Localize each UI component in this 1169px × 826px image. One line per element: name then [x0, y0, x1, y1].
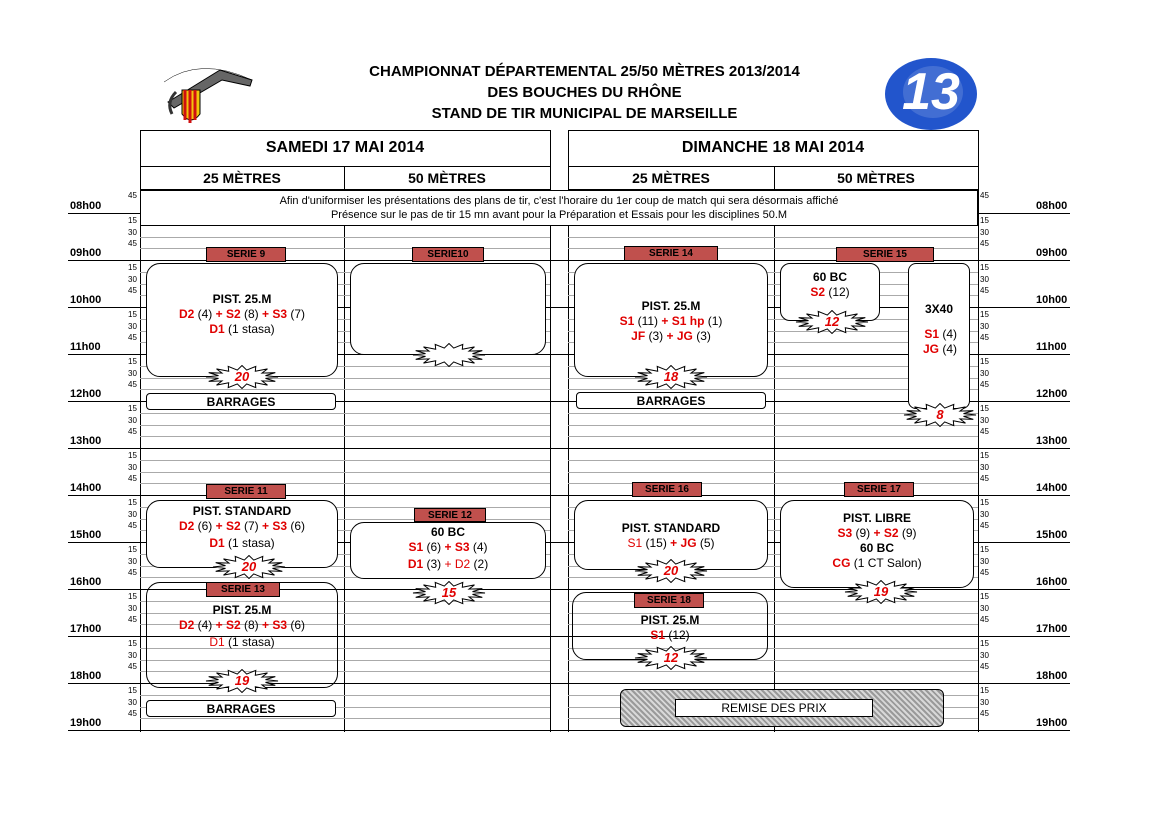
quarter-label-left: 30 — [128, 462, 137, 472]
hour-label-left: 19h00 — [70, 717, 102, 729]
hour-label-left: 14h00 — [70, 482, 102, 494]
starburst-shape — [413, 344, 485, 367]
serie-10-label: SERIE10 — [412, 247, 484, 262]
quarter-label-left: 45 — [128, 709, 137, 719]
quarter-label-right: 30 — [980, 509, 989, 519]
cat-jf: JF — [631, 329, 646, 343]
participant-count: 8 — [936, 407, 944, 422]
quarter-label-left: 30 — [128, 603, 137, 613]
quarter-label-left: 15 — [128, 262, 137, 272]
quarter-label-right: 45 — [980, 474, 989, 484]
quarter-line — [568, 472, 978, 473]
cat-d1: D1 — [209, 536, 225, 550]
quarter-line — [568, 483, 978, 484]
quarter-line — [140, 718, 550, 719]
quarter-label-left: 45 — [128, 427, 137, 437]
logo-number: 13 — [902, 63, 960, 121]
quarter-label-left: 30 — [128, 697, 137, 707]
serie-18-label: SERIE 18 — [634, 593, 704, 608]
event-categories-2 — [781, 556, 973, 571]
quarter-label-left: 15 — [128, 544, 137, 554]
quarter-label-left: 30 — [128, 227, 137, 237]
cat-d2-count: (6) — [194, 519, 216, 533]
quarter-label-left: 45 — [128, 191, 137, 200]
hour-label-left: 18h00 — [70, 670, 102, 682]
cat-d1: D1 — [407, 557, 424, 571]
event-categories-2 — [575, 329, 767, 344]
event-categories — [351, 540, 545, 555]
quarter-line — [140, 237, 550, 238]
serie-15-label: SERIE 15 — [836, 247, 934, 262]
hour-label-left: 16h00 — [70, 576, 102, 588]
event-categories — [575, 314, 767, 329]
quarter-label-right: 30 — [980, 321, 989, 331]
quarter-label-right: 30 — [980, 227, 989, 237]
quarter-label-right: 15 — [980, 544, 989, 554]
burst-sat-s11 — [212, 555, 286, 579]
hour-label-left: 10h00 — [70, 294, 102, 306]
department-13-logo — [883, 56, 979, 134]
sun-col-50m-header: 50 MÈTRES — [837, 170, 915, 186]
cat-s3-count: (6) — [287, 519, 306, 533]
participant-count: 12 — [824, 314, 840, 329]
hour-label-left: 08h00 — [70, 200, 102, 212]
hour-line — [68, 730, 1070, 731]
quarter-label-right: 45 — [980, 191, 989, 200]
hour-label-right: 08h00 — [1036, 200, 1068, 212]
burst-sun-s17 — [844, 580, 918, 604]
quarter-label-right: 15 — [980, 450, 989, 460]
quarter-line — [140, 248, 550, 249]
burst-sun-s15b — [903, 403, 977, 427]
quarter-label-left: 15 — [128, 356, 137, 366]
quarter-label-right: 45 — [980, 521, 989, 531]
serie-9-label: SERIE 9 — [206, 247, 286, 262]
quarter-label-left: 30 — [128, 556, 137, 566]
participant-count: 18 — [663, 369, 679, 384]
event-title: PIST. STANDARD — [621, 521, 721, 535]
quarter-line — [568, 436, 978, 437]
quarter-label-left: 30 — [128, 650, 137, 660]
serie-17-label: SERIE 17 — [844, 482, 914, 497]
quarter-label-left: 45 — [128, 474, 137, 484]
quarter-label-right: 30 — [980, 415, 989, 425]
quarter-label-right: 45 — [980, 333, 989, 343]
cat-d1: D1 — [209, 635, 225, 649]
quarter-line — [140, 389, 550, 390]
hour-label-left: 13h00 — [70, 435, 102, 447]
cat-s2-count: (7) — [240, 519, 263, 533]
quarter-label-right: 45 — [980, 662, 989, 672]
quarter-label-right: 15 — [980, 309, 989, 319]
cat-d1-count: (1 stasa) — [224, 536, 275, 550]
quarter-label-right: 30 — [980, 603, 989, 613]
event-title: PIST. LIBRE — [842, 511, 911, 525]
cat-jg-count: (3) — [692, 329, 711, 343]
event-categories — [575, 536, 767, 551]
cat-cg: CG — [832, 556, 851, 570]
quarter-label-left: 30 — [128, 415, 137, 425]
cat-jg-count: (4) — [939, 342, 957, 356]
participant-count: 20 — [663, 563, 679, 578]
hour-label-right: 10h00 — [1036, 294, 1068, 306]
quarter-label-left: 30 — [128, 509, 137, 519]
quarter-label-right: 30 — [980, 462, 989, 472]
event-title: PIST. 25.M — [641, 299, 701, 313]
cat-s1-count: (4) — [939, 327, 957, 341]
quarter-label-left: 30 — [128, 321, 137, 331]
event-title: PIST. 25.M — [212, 292, 272, 306]
quarter-label-left: 45 — [128, 521, 137, 531]
sun-col-25m-header: 25 MÈTRES — [632, 170, 710, 186]
hour-label-right: 16h00 — [1036, 576, 1068, 588]
event-categories-2 — [147, 322, 337, 337]
event-categories — [147, 307, 337, 322]
event-categories-2 — [147, 635, 337, 650]
quarter-line — [568, 237, 978, 238]
hour-line — [68, 448, 1070, 449]
cat-s1-count: (11) — [634, 314, 662, 328]
event-sat-serie-12 — [350, 522, 546, 579]
quarter-label-left: 15 — [128, 215, 137, 225]
cat-cg-count: (1 CT Salon) — [850, 556, 922, 570]
quarter-line — [140, 472, 550, 473]
burst-sun-s15a — [795, 310, 869, 334]
cat-d1: D1 — [209, 322, 225, 336]
hour-label-right: 09h00 — [1036, 247, 1068, 259]
quarter-label-left: 15 — [128, 497, 137, 507]
quarter-line — [140, 483, 550, 484]
cat-s2-count: (12) — [825, 285, 850, 299]
hour-label-right: 15h00 — [1036, 529, 1068, 541]
hour-label-left: 09h00 — [70, 247, 102, 259]
serie-16-label: SERIE 16 — [632, 482, 702, 497]
hour-label-left: 11h00 — [70, 341, 101, 353]
cat-s3: + S3 — [262, 618, 288, 632]
quarter-label-left: 15 — [128, 591, 137, 601]
event-title-2: 60 BC — [859, 541, 894, 555]
quarter-label-left: 45 — [128, 239, 137, 249]
barrages-sat-2: BARRAGES — [146, 700, 336, 717]
quarter-label-right: 30 — [980, 697, 989, 707]
cat-s3-count: (6) — [287, 618, 306, 632]
quarter-label-left: 15 — [128, 450, 137, 460]
remise-des-prix-block — [620, 689, 944, 727]
quarter-label-right: 45 — [980, 568, 989, 578]
quarter-line — [568, 460, 978, 461]
frame-right — [978, 130, 979, 732]
quarter-label-left: 45 — [128, 333, 137, 343]
quarter-label-right: 15 — [980, 356, 989, 366]
event-sat-serie-10 — [350, 263, 546, 355]
quarter-label-right: 45 — [980, 380, 989, 390]
event-categories — [781, 285, 879, 300]
event-categories — [573, 628, 767, 643]
cat-s2: + S2 — [215, 519, 241, 533]
hour-label-left: 12h00 — [70, 388, 102, 400]
event-sun-serie-15-3x40 — [908, 263, 970, 409]
notice-box — [140, 190, 978, 226]
quarter-label-right: 30 — [980, 650, 989, 660]
event-title: PIST. 25.M — [640, 613, 700, 627]
participant-count: 19 — [234, 673, 250, 688]
barrages-sun: BARRAGES — [576, 392, 766, 409]
participant-count: 20 — [241, 559, 257, 574]
quarter-label-left: 15 — [128, 403, 137, 413]
cat-s1: S1 — [924, 327, 939, 341]
event-title: 60 BC — [812, 270, 847, 284]
serie-12-label: SERIE 12 — [414, 508, 486, 522]
burst-sun-s14 — [634, 365, 708, 389]
cat-s1-count: (12) — [665, 628, 690, 642]
event-categories — [909, 327, 969, 342]
quarter-label-left: 30 — [128, 274, 137, 284]
burst-sat-s10 — [412, 343, 486, 367]
cat-d1-count: (1 stasa) — [224, 635, 275, 649]
hour-label-right: 11h00 — [1036, 341, 1067, 353]
quarter-label-right: 15 — [980, 685, 989, 695]
sat-col-25m-header: 25 MÈTRES — [203, 170, 281, 186]
cat-jg-count: (5) — [696, 536, 715, 550]
event-sun-serie-17 — [780, 500, 974, 588]
event-categories — [781, 526, 973, 541]
hour-label-right: 14h00 — [1036, 482, 1068, 494]
cat-s3: + S3 — [262, 519, 288, 533]
hour-label-right: 13h00 — [1036, 435, 1068, 447]
cat-s1hp-count: (1) — [704, 314, 723, 328]
participant-count: 12 — [663, 650, 679, 665]
cat-s1-count: (6) — [423, 540, 445, 554]
participant-count: 20 — [234, 369, 250, 384]
quarter-label-right: 15 — [980, 262, 989, 272]
title-line-2: DES BOUCHES DU RHÔNE — [487, 84, 682, 101]
participant-count: 19 — [873, 584, 889, 599]
cat-s3-count: (9) — [852, 526, 874, 540]
hour-label-right: 18h00 — [1036, 670, 1068, 682]
cat-d1-count: (3) — [423, 557, 445, 571]
cat-s2-count: (9) — [898, 526, 917, 540]
event-title: 3X40 — [924, 302, 954, 316]
notice-line-1: Afin d'uniformiser les présentations des plans de tir, c'est l'horaire du 1er coup de match qui sera désormais affiché — [279, 195, 839, 207]
cat-s1: S1 — [627, 536, 643, 550]
event-title: PIST. 25.M — [212, 603, 272, 617]
event-categories-2 — [147, 536, 337, 551]
cat-s1hp: + S1 hp — [661, 314, 705, 328]
quarter-line — [140, 378, 550, 379]
quarter-line — [140, 436, 550, 437]
quarter-label-right: 15 — [980, 403, 989, 413]
quarter-line — [140, 460, 550, 461]
event-sat-serie-9 — [146, 263, 338, 377]
quarter-label-right: 45 — [980, 239, 989, 249]
cat-d2: D2 — [178, 519, 195, 533]
event-sun-serie-14 — [574, 263, 768, 377]
hour-label-right: 12h00 — [1036, 388, 1068, 400]
quarter-line — [140, 695, 550, 696]
event-title: 60 BC — [430, 525, 465, 539]
quarter-label-left: 15 — [128, 309, 137, 319]
cat-jg: JG — [922, 342, 939, 356]
barrages-sat-1: BARRAGES — [146, 393, 336, 410]
cat-s3: S3 — [837, 526, 853, 540]
quarter-label-left: 45 — [128, 286, 137, 296]
cat-s1: S1 — [408, 540, 424, 554]
quarter-label-right: 30 — [980, 556, 989, 566]
cat-s3: + S3 — [444, 540, 470, 554]
quarter-label-left: 45 — [128, 380, 137, 390]
notice-line-2: Présence sur le pas de tir 15 mn avant pour la Préparation et Essais pour les disciplines 50.M — [330, 209, 788, 221]
cat-s2: S2 — [810, 285, 825, 299]
quarter-label-right: 15 — [980, 638, 989, 648]
cat-s3: + S3 — [262, 307, 288, 321]
cat-d2-count: (2) — [470, 557, 489, 571]
quarter-label-right: 15 — [980, 215, 989, 225]
cat-s2-count: (8) — [240, 618, 263, 632]
cat-s1-count: (15) — [642, 536, 671, 550]
remise-des-prix-label: REMISE DES PRIX — [675, 699, 873, 717]
cat-s2: + S2 — [215, 618, 241, 632]
quarter-label-right: 15 — [980, 591, 989, 601]
quarter-label-left: 45 — [128, 662, 137, 672]
burst-sun-s18 — [634, 646, 708, 670]
quarter-label-right: 45 — [980, 709, 989, 719]
cat-s3-count: (7) — [287, 307, 306, 321]
quarter-label-left: 15 — [128, 685, 137, 695]
serie-14-label: SERIE 14 — [624, 246, 718, 261]
event-categories-2 — [909, 342, 969, 357]
cat-s1: S1 — [619, 314, 635, 328]
quarter-label-left: 15 — [128, 638, 137, 648]
hour-label-right: 17h00 — [1036, 623, 1068, 635]
cat-s2: + S2 — [873, 526, 899, 540]
burst-sun-s16 — [634, 559, 708, 583]
day-header-sunday: DIMANCHE 18 MAI 2014 — [681, 139, 865, 156]
hour-label-right: 19h00 — [1036, 717, 1068, 729]
title-line-1: CHAMPIONNAT DÉPARTEMENTAL 25/50 MÈTRES 2013/2014 — [369, 63, 800, 80]
burst-sat-s12 — [412, 581, 486, 605]
cat-s3-count: (4) — [469, 540, 488, 554]
event-title: PIST. STANDARD — [192, 504, 292, 518]
cat-s2: + S2 — [215, 307, 241, 321]
quarter-label-left: 45 — [128, 615, 137, 625]
cat-jg: + JG — [666, 329, 693, 343]
day-header-saturday: SAMEDI 17 MAI 2014 — [265, 139, 425, 156]
serie-13-label: SERIE 13 — [206, 582, 280, 597]
event-categories — [147, 519, 337, 534]
quarter-label-right: 30 — [980, 368, 989, 378]
quarter-line — [568, 671, 978, 672]
event-categories-2 — [351, 557, 545, 572]
cat-d2: D2 — [178, 618, 195, 632]
ligue-provence-logo — [160, 62, 260, 132]
quarter-label-right: 30 — [980, 274, 989, 284]
cat-d2-count: (4) — [194, 307, 216, 321]
burst-sat-s9 — [205, 365, 279, 389]
cat-d2: D2 — [178, 307, 195, 321]
quarter-label-right: 45 — [980, 286, 989, 296]
cat-jg: + JG — [670, 536, 697, 550]
quarter-label-left: 45 — [128, 568, 137, 578]
burst-sat-s13 — [205, 669, 279, 693]
quarter-line — [140, 413, 550, 414]
participant-count: 15 — [441, 585, 457, 600]
cat-jf-count: (3) — [645, 329, 667, 343]
quarter-label-right: 45 — [980, 427, 989, 437]
title-line-3: STAND DE TIR MUNICIPAL DE MARSEILLE — [431, 105, 738, 122]
hour-label-left: 17h00 — [70, 623, 102, 635]
quarter-line — [140, 425, 550, 426]
hour-label-left: 15h00 — [70, 529, 102, 541]
event-categories — [147, 618, 337, 633]
cat-d2: + D2 — [444, 557, 471, 571]
quarter-label-left: 30 — [128, 368, 137, 378]
sat-col-50m-header: 50 MÈTRES — [408, 170, 486, 186]
quarter-label-right: 45 — [980, 615, 989, 625]
cat-s1: S1 — [650, 628, 665, 642]
cat-d1-count: (1 stasa) — [224, 322, 275, 336]
quarter-label-right: 15 — [980, 497, 989, 507]
serie-11-label: SERIE 11 — [206, 484, 286, 499]
cat-s2-count: (8) — [240, 307, 263, 321]
cat-d2-count: (4) — [194, 618, 216, 632]
